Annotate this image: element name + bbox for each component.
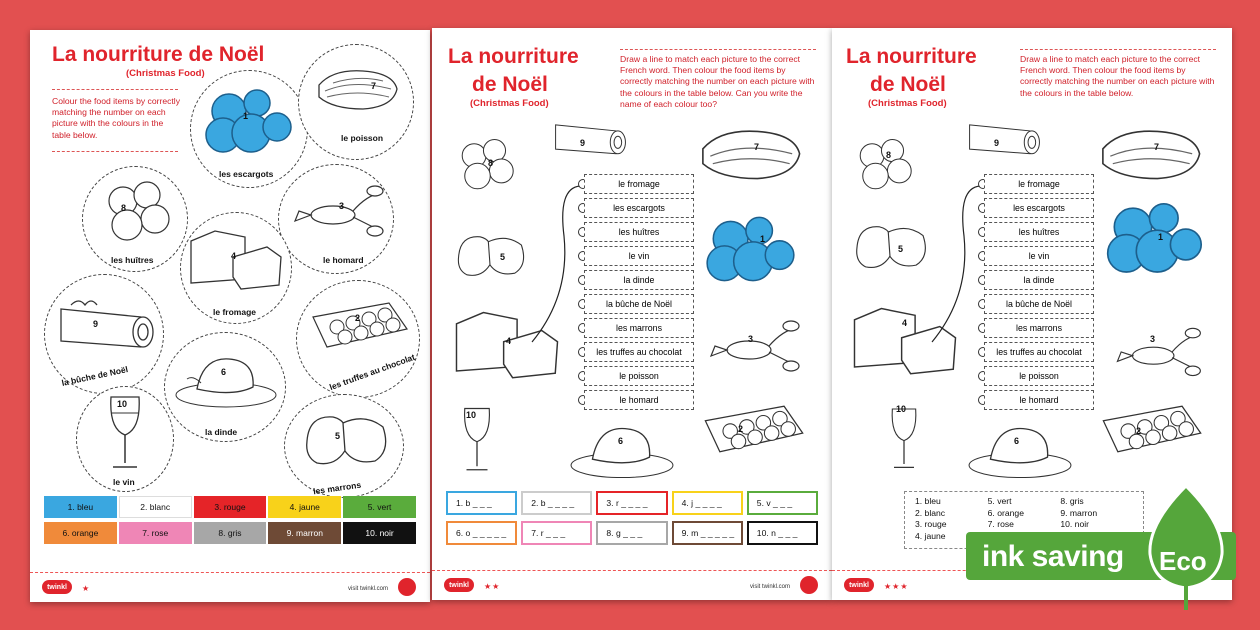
fish-steak-icon [313,65,401,115]
twinkl-logo: twinkl [444,578,474,592]
chocolate-truffles-icon [307,297,411,353]
picture-number: 7 [754,142,760,152]
wavy-divider [52,146,178,152]
colour-fill-cell[interactable]: 1. b _ _ _ [446,491,517,515]
picture-number: 1 [243,111,249,121]
oysters-icon[interactable] [850,134,918,196]
colour-key-cell: 9. marron [268,522,341,544]
page-title: La nourriture de Noël [52,43,265,66]
ink-saving-badge [966,484,1250,594]
worksheet-2 [432,28,832,600]
truffles-circle[interactable] [296,280,420,398]
word-box[interactable]: les huîtres [984,222,1094,242]
picture-number: 2 [1136,426,1142,436]
colour-fill-cell[interactable]: 7. r _ _ _ [521,521,592,545]
picture-label: le vin [113,477,135,487]
colour-list-item: 1. bleu [915,496,941,506]
picture-number: 5 [335,431,341,441]
colour-fill-cell[interactable]: 2. b _ _ _ _ [521,491,592,515]
difficulty-stars: ★ [82,584,91,593]
word-box[interactable]: la dinde [984,270,1094,290]
word-box[interactable]: les escargots [984,198,1094,218]
chestnuts-circle[interactable] [284,394,404,498]
word-box[interactable]: le fromage [984,174,1094,194]
page-subtitle: (Christmas Food) [868,98,947,109]
picture-number: 7 [371,81,377,91]
colour-fill-cell[interactable]: 3. r _ _ _ _ [596,491,667,515]
yule-log-circle[interactable] [44,274,164,394]
colour-list-item: 10. noir [1060,519,1089,529]
footer [432,570,832,600]
instructions: Colour the food items by correctly matching the number on each picture with the colours in the table below. [52,96,181,140]
word-box[interactable]: les marrons [984,318,1094,338]
cheese-circle[interactable] [180,212,292,324]
turkey-icon[interactable] [966,418,1074,480]
picture-number: 1 [760,234,766,244]
fish-steak-icon[interactable] [694,124,806,186]
picture-number: 4 [902,318,908,328]
snails-icon [199,87,299,157]
match-line [928,176,988,346]
wine-glass-icon[interactable] [456,400,498,480]
footer-url[interactable]: visit twinkl.com [347,586,388,592]
picture-number: 6 [1014,436,1020,446]
picture-label: le poisson [341,133,384,143]
word-box[interactable]: les truffes au chocolat [984,342,1094,362]
picture-label: la bûche de Noël [60,364,129,388]
page-title-line2: de Noël [472,73,548,96]
word-box[interactable]: les escargots [584,198,694,218]
page-title-line1: La nourriture [448,45,579,68]
colour-key-cell: 7. rose [119,522,192,544]
yule-log-icon[interactable] [962,114,1044,160]
lobster-circle[interactable] [278,164,394,274]
colour-fill-cell[interactable]: 6. o _ _ _ _ _ [446,521,517,545]
wavy-divider [620,44,816,50]
turkey-circle[interactable] [164,332,286,442]
word-box[interactable]: le poisson [584,366,694,386]
picture-number: 3 [748,334,754,344]
twinkl-logo: twinkl [42,580,72,594]
oysters-icon[interactable] [452,134,520,196]
colour-list-item: 7. rose [987,519,1014,529]
brand-badge-icon [800,576,818,594]
word-box[interactable]: le homard [984,390,1094,410]
colour-fill-table [446,491,818,545]
picture-number: 8 [886,150,892,160]
colour-fill-cell[interactable]: 5. v _ _ _ [747,491,818,515]
colour-fill-cell[interactable]: 4. j _ _ _ _ [672,491,743,515]
footer-url[interactable]: visit twinkl.com [749,584,790,590]
wine-circle[interactable] [76,386,174,492]
footer [30,572,430,602]
picture-number: 2 [355,313,361,323]
snails-icon[interactable] [700,214,802,286]
twinkl-logo: twinkl [844,578,874,592]
picture-number: 4 [231,251,237,261]
picture-number: 8 [121,203,127,213]
picture-label: le homard [323,255,364,265]
wavy-divider [1020,44,1216,50]
picture-label: la dinde [205,427,238,437]
brand-badge-icon [398,578,416,596]
page-title-line2: de Noël [870,73,946,96]
worksheet-1 [30,30,430,602]
word-box[interactable]: le vin [984,246,1094,266]
picture-number: 9 [580,138,586,148]
turkey-icon[interactable] [568,418,676,480]
chestnuts-icon[interactable] [452,226,528,284]
yule-log-icon[interactable] [548,114,630,160]
picture-number: 3 [339,201,345,211]
word-box[interactable]: le fromage [584,174,694,194]
chestnuts-icon [299,407,391,471]
word-box[interactable]: les truffes au chocolat [584,342,694,362]
oysters-icon [97,177,177,247]
page-subtitle: (Christmas Food) [470,98,549,109]
fish-circle[interactable] [298,44,414,160]
snails-icon[interactable] [1100,200,1210,278]
colour-key-cell: 3. rouge [194,496,267,518]
colour-list-item: 2. blanc [915,507,946,518]
colour-fill-cell[interactable]: 10. n _ _ _ [747,521,818,545]
difficulty-stars: ★★ [484,582,501,591]
wavy-divider [52,84,178,90]
word-box[interactable]: la bûche de Noël [584,294,694,314]
word-box[interactable]: le poisson [984,366,1094,386]
page-title-line1: La nourriture [846,45,977,68]
colour-fill-cell[interactable]: 9. m _ _ _ _ _ [672,521,743,545]
colour-key-cell: 5. vert [343,496,416,518]
picture-label: les escargots [219,169,274,179]
chocolate-truffles-icon[interactable] [1096,400,1206,458]
escargots-circle[interactable] [190,70,308,188]
colour-list-item: 4. jaune [915,530,946,541]
picture-number: 10 [896,404,907,414]
colour-key-cell: 8. gris [194,522,267,544]
picture-number: 4 [506,336,512,346]
colour-key-cell: 2. blanc [119,496,192,518]
picture-number: 1 [1158,232,1164,242]
picture-number: 5 [898,244,904,254]
word-box[interactable]: les marrons [584,318,694,338]
colour-list-item: 3. rouge [915,519,947,529]
instructions: Draw a line to match each picture to the correct French word. Then colour the food items by correctly matching the number on each picture with the colours in the table below. Can you write the name of each colour too? [620,54,815,109]
colour-fill-cell[interactable]: 8. g _ _ _ [596,521,667,545]
word-box[interactable]: la dinde [584,270,694,290]
picture-label: les marrons [312,479,362,497]
chocolate-truffles-icon[interactable] [698,400,808,458]
page-subtitle: (Christmas Food) [126,68,205,79]
colour-key-table [44,496,416,544]
picture-label: les huîtres [111,255,154,265]
lobster-icon [287,175,387,245]
picture-number: 9 [93,319,99,329]
lobster-icon[interactable] [1102,318,1212,384]
picture-number: 10 [117,399,128,409]
colour-list-item: 5. vert [987,496,1012,506]
colour-key-cell: 4. jaune [268,496,341,518]
fish-steak-icon[interactable] [1094,124,1206,186]
word-box[interactable]: la bûche de Noël [984,294,1094,314]
picture-number: 3 [1150,334,1156,344]
word-box[interactable]: le homard [584,390,694,410]
colour-list-item: 9. marron [1060,507,1098,518]
picture-number: 9 [994,138,1000,148]
picture-number: 8 [488,158,494,168]
picture-number: 7 [1154,142,1160,152]
eco-label: Eco [1159,546,1207,576]
badge-text: ink saving [982,540,1124,573]
oysters-circle[interactable] [82,166,188,272]
colour-list-item: 8. gris [1060,496,1084,506]
picture-number: 6 [618,436,624,446]
instructions: Draw a line to match each picture to the correct French word. Then colour the food items by correctly matching the number on each picture with the colours in the table below. [1020,54,1215,98]
colour-list-item: 6. orange [987,507,1024,518]
picture-number: 10 [466,410,477,420]
word-box[interactable]: le vin [584,246,694,266]
difficulty-stars: ★★★ [884,582,909,591]
word-box[interactable]: les huîtres [584,222,694,242]
picture-number: 6 [221,367,227,377]
match-line [528,176,588,346]
picture-label: le fromage [213,307,256,317]
yule-log-icon [51,295,159,355]
turkey-icon [173,349,279,409]
picture-number: 2 [738,424,744,434]
lobster-icon[interactable] [696,310,810,380]
chestnuts-icon[interactable] [850,214,930,278]
colour-key-cell: 1. bleu [44,496,117,518]
colour-key-cell: 10. noir [343,522,416,544]
colour-key-cell: 6. orange [44,522,117,544]
picture-label: les truffes au chocolat [328,351,417,393]
picture-number: 5 [500,252,506,262]
